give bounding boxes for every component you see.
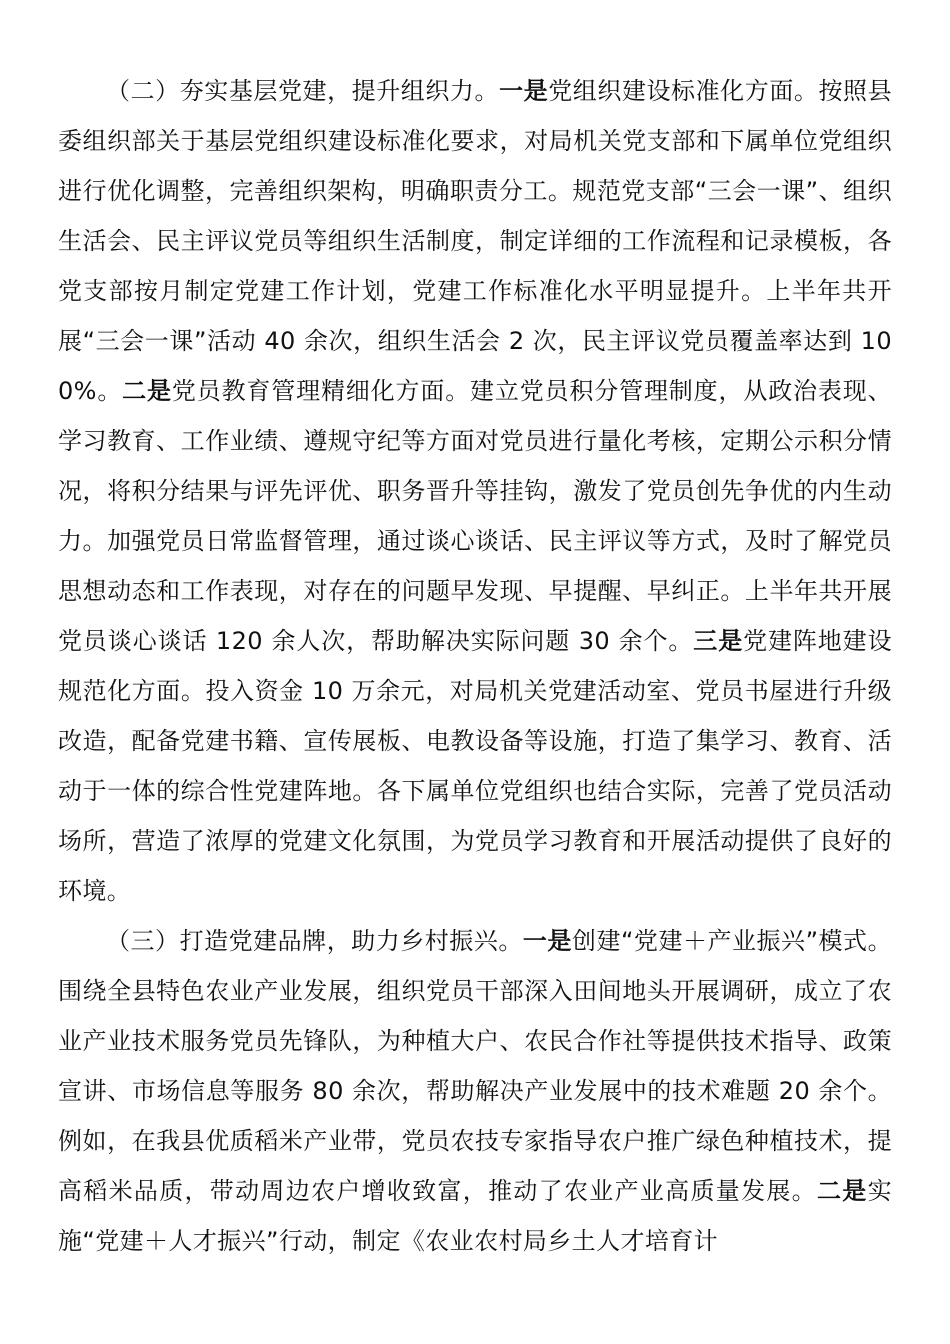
bold-marker-second: 二是 (816, 1177, 868, 1205)
paragraph-text: 实施“党建＋人才振兴”行动，制定《农业农村局乡土人才培育计 (58, 1177, 892, 1255)
bold-marker-first: 一是 (499, 77, 549, 105)
paragraph-heading: （二）夯实基层党建，提升组织力。 (106, 77, 500, 105)
bold-marker-second: 二是 (122, 377, 172, 405)
document-body (58, 66, 892, 1266)
paragraph-text: 党组织建设标准化方面。按照县委组织部关于基层党组织建设标准化要求，对局机关党支部和下属单位党组织进行优化调整，完善组织架构，明确职责分工。规范党支部“三会一课”、组织生活会、民主评议党员等组织生活制度，制定详细的工作流程和记录模板，各党支部按月制定党建工作计划，党建工作标准化水平明显提升。上半年共开展“三会一课”活动 40 余次，组织生活会 2 次，民主评议党员覆盖率达到 100%。 (58, 77, 892, 405)
paragraph-text: 党员教育管理精细化方面。建立党员积分管理制度，从政治表现、学习教育、工作业绩、遵规守纪等方面对党员进行量化考核，定期公示积分情况，将积分结果与评先评优、职务晋升等挂钩，激发了党员创先争优的内生动力。加强党员日常监督管理，通过谈心谈话、民主评议等方式，及时了解党员思想动态和工作表现，对存在的问题早发现、早提醒、早纠正。上半年共开展党员谈心谈话 120 余人次，帮助解决实际问题 30 余个。 (58, 377, 892, 655)
bold-marker-third: 三是 (693, 627, 744, 655)
paragraph-heading: （三）打造党建品牌，助力乡村振兴。 (106, 927, 523, 955)
paragraph-rural-revitalization (58, 916, 892, 1266)
paragraph-organization-building (58, 66, 892, 916)
paragraph-text: 创建“党建＋产业振兴”模式。围绕全县特色农业产业发展，组织党员干部深入田间地头开展调研，成立了农业产业技术服务党员先锋队，为种植大户、农民合作社等提供技术指导、政策宣讲、市场信息等服务 80 余次，帮助解决产业发展中的技术难题 20 余个。例如，在我县优质稻米产业带，党员农技专家指导农户推广绿色种植技术，提高稻米品质，带动周边农户增收致富，推动了农业产业高质量发展。 (58, 927, 892, 1205)
bold-marker-first: 一是 (522, 927, 572, 955)
paragraph-text: 党建阵地建设规范化方面。投入资金 10 万余元，对局机关党建活动室、党员书屋进行升级改造，配备党建书籍、宣传展板、电教设备等设施，打造了集学习、教育、活动于一体的综合性党建阵地。各下属单位党组织也结合实际，完善了党员活动场所，营造了浓厚的党建文化氛围，为党员学习教育和开展活动提供了良好的环境。 (58, 627, 892, 905)
